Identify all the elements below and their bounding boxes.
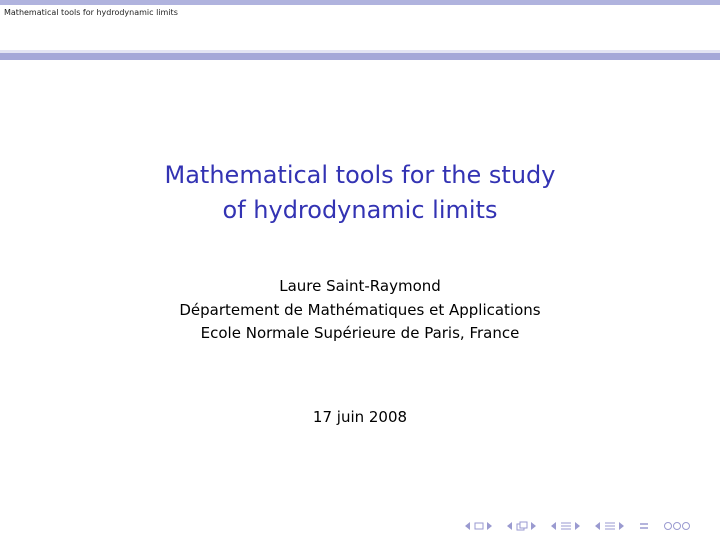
frame-icon[interactable] xyxy=(474,522,484,530)
navigation-bar xyxy=(465,519,691,533)
nav-left-arrow-icon[interactable] xyxy=(465,522,471,530)
nav-right-arrow-icon[interactable] xyxy=(619,522,625,530)
author-name: Laure Saint-Raymond xyxy=(279,277,441,295)
nav-right-arrow-icon[interactable] xyxy=(487,522,493,530)
top-bar xyxy=(0,0,720,5)
section-icon[interactable] xyxy=(560,521,572,531)
nav-right-arrow-icon[interactable] xyxy=(575,522,581,530)
header-short-title: Mathematical tools for hydrodynamic limits xyxy=(4,8,178,17)
slide-icon[interactable] xyxy=(604,521,616,531)
slide-title-line2: of hydrodynamic limits xyxy=(222,196,498,224)
affiliation-line1: Département de Mathématiques et Applications xyxy=(179,301,541,319)
slide-title-line1: Mathematical tools for the study xyxy=(164,161,556,189)
nav-left-arrow-icon[interactable] xyxy=(507,522,513,530)
search-icon[interactable] xyxy=(663,521,691,531)
align-icon[interactable] xyxy=(639,521,649,531)
affiliation-line2: Ecole Normale Supérieure de Paris, France xyxy=(200,324,520,342)
subsection-icon[interactable] xyxy=(516,521,528,531)
header-divider xyxy=(0,53,720,60)
slide-title xyxy=(0,158,720,228)
nav-right-arrow-icon[interactable] xyxy=(531,522,537,530)
nav-left-arrow-icon[interactable] xyxy=(595,522,601,530)
presentation-date: 17 juin 2008 xyxy=(312,408,408,426)
nav-left-arrow-icon[interactable] xyxy=(551,522,557,530)
